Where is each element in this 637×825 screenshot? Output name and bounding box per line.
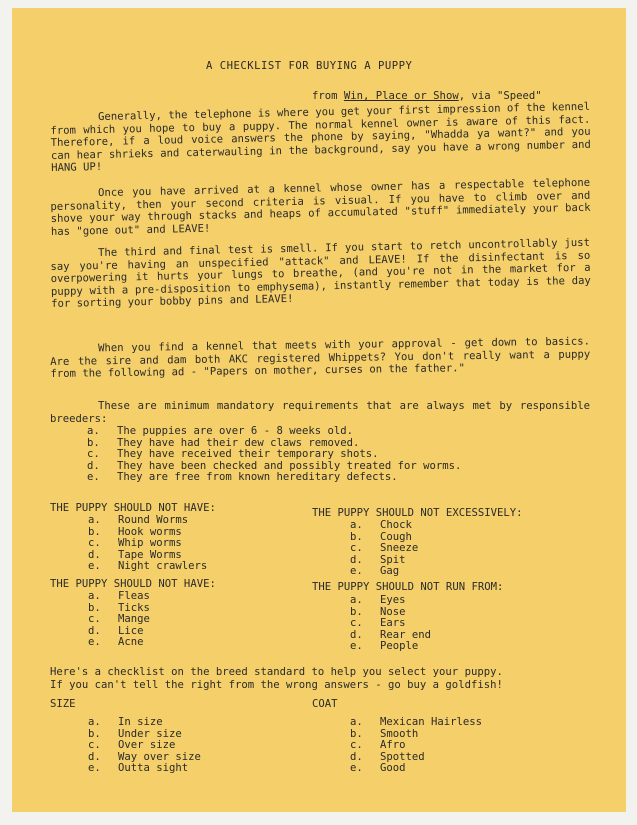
document-page <box>12 8 626 812</box>
paragraph-text: When you find a kennel that meets with your approval - get down to basics. Are the sire and dam both AKC registered Whippets? You don't really want a puppy from the following ad - "Papers on mother, curses on the father." <box>50 335 591 380</box>
list-item: e. People <box>350 640 419 653</box>
document-title: A CHECKLIST FOR BUYING A PUPPY <box>206 60 413 72</box>
paragraph-text: The third and final test is smell. If you start to retch uncontrollably just say you're having an unspecified "attack" and LEAVE! If the disinfectant is so overpowering it hurts your lungs to breathe, (and you're not in the market for a puppy with a pre-disposition to emphysema), instantly remember that today is the day for sorting your bobby pins and LEAVE! <box>50 236 591 310</box>
list-item: b. Hook worms <box>88 525 182 538</box>
list-item: d. Rear end <box>350 628 432 641</box>
list-item: d. Lice <box>88 624 144 637</box>
coat-list <box>350 717 482 775</box>
list-item: a. The puppies are over 6 - 8 weeks old. <box>87 425 353 437</box>
list-item: b. They have had their dew claws removed. <box>87 436 360 449</box>
byline <box>312 90 542 102</box>
list-item: a. In size <box>88 716 163 728</box>
paragraph-visual <box>50 177 591 238</box>
heading-not-have-worms: THE PUPPY SHOULD NOT HAVE: <box>50 502 216 514</box>
list-item: a. Chock <box>350 519 412 531</box>
list-item: e. They are free from known hereditary defects. <box>87 471 398 484</box>
requirements-list <box>87 426 461 484</box>
paragraph-telephone <box>50 101 591 175</box>
paragraph-requirements-intro <box>50 400 590 425</box>
list-item: d. Tape Worms <box>88 548 182 561</box>
heading-not-excessively: THE PUPPY SHOULD NOT EXCESSIVELY: <box>312 507 523 519</box>
paragraph-text: These are minimum mandatory requirements that are always met by responsible breeders: <box>50 400 590 425</box>
list-item: d. They have been checked and possibly treated for worms. <box>87 459 462 472</box>
list-item: b. Under size <box>88 727 182 740</box>
list-item: c. Over size <box>88 739 176 752</box>
heading-coat: COAT <box>312 698 338 710</box>
list-item: b. Nose <box>350 605 406 618</box>
list-item: d. Way over size <box>88 750 201 763</box>
not-have-worms-list <box>88 515 207 573</box>
list-item: e. Outta sight <box>88 762 189 775</box>
list-item: c. Ears <box>350 617 406 630</box>
closing-line: If you can't tell the right from the wrong answers - go buy a goldfish! <box>50 679 503 691</box>
paragraph-text: Generally, the telephone is where you get your first impression of the kennel from which you hope to buy a puppy. The normal kennel owner is aware of this fact. Therefore, if a loud voice answers the phone by saying, "Whadda ya want?" and you can hear shrieks and caterwauling in the background, say you have a wrong number and HANG UP! <box>50 100 591 174</box>
byline-source: Win, Place or Show <box>343 90 459 102</box>
not-excessively-list <box>350 520 418 578</box>
list-item: e. Acne <box>88 636 144 649</box>
list-item: e. Good <box>350 762 406 775</box>
list-item: d. Spit <box>350 553 406 566</box>
list-item: a. Mexican Hairless <box>350 716 483 728</box>
paragraph-basics <box>50 335 590 380</box>
list-item: c. Mange <box>88 613 150 626</box>
list-item: a. Eyes <box>350 594 406 606</box>
byline-suffix: , via "Speed" <box>458 90 542 102</box>
list-item: c. Sneeze <box>350 542 419 555</box>
heading-size: SIZE <box>50 698 76 710</box>
closing-line: Here's a checklist on the breed standard to help you select your puppy. <box>50 666 503 678</box>
list-item: c. They have received their temporary shots. <box>87 448 379 461</box>
list-item: c. Whip worms <box>88 537 182 550</box>
closing-text <box>50 666 503 692</box>
list-item: c. Afro <box>350 739 406 752</box>
list-item: e. Gag <box>350 565 400 578</box>
list-item: e. Night crawlers <box>88 560 208 573</box>
list-item: b. Ticks <box>88 601 150 614</box>
heading-not-run-from: THE PUPPY SHOULD NOT RUN FROM: <box>312 581 504 593</box>
list-item: b. Smooth <box>350 727 419 740</box>
not-run-from-list <box>350 595 431 653</box>
not-have-pests-list <box>88 591 150 649</box>
heading-not-have-pests: THE PUPPY SHOULD NOT HAVE: <box>50 578 216 590</box>
byline-prefix: from <box>312 90 344 102</box>
list-item: a. Round Worms <box>88 514 189 526</box>
paragraph-smell <box>50 237 591 311</box>
list-item: d. Spotted <box>350 750 425 763</box>
list-item: b. Cough <box>350 530 412 543</box>
paragraph-text: Once you have arrived at a kennel whose owner has a respectable telephone personality, then your second criteria is visual. If you have to climb over and shove your way through stacks and heaps of accumulated "stuff" immediately your back has "gone out" and LEAVE! <box>50 176 591 238</box>
list-item: a. Fleas <box>88 590 150 602</box>
size-list <box>88 717 201 775</box>
